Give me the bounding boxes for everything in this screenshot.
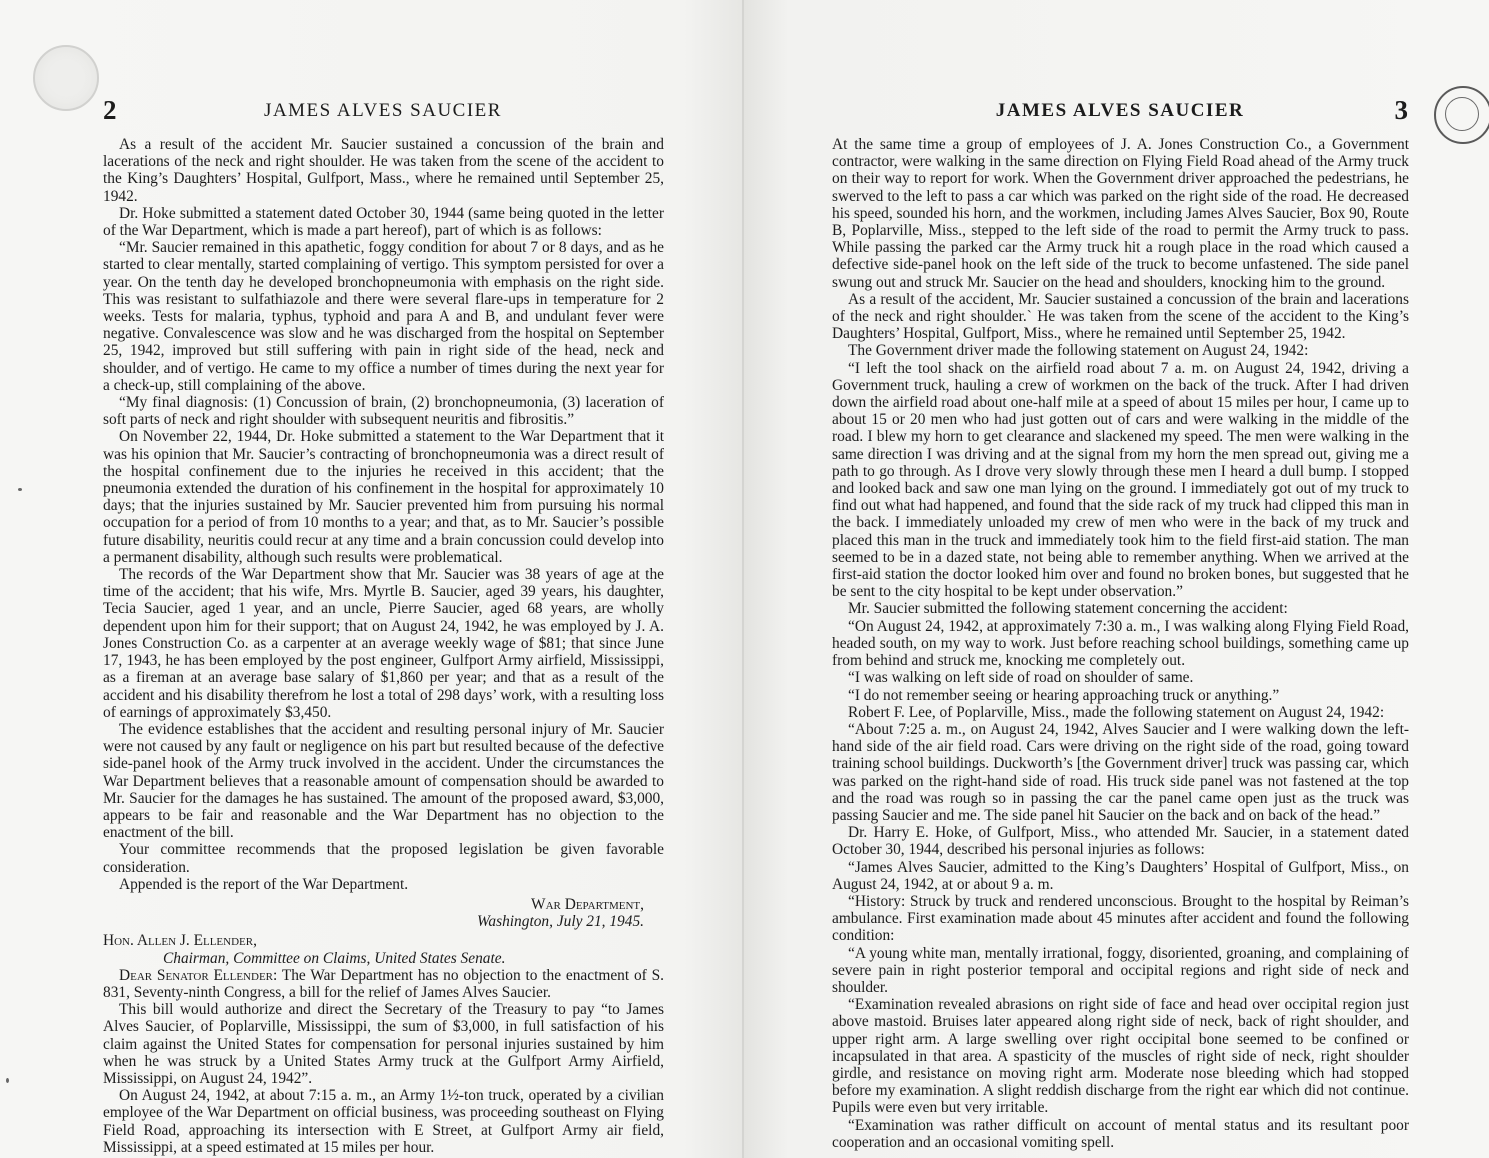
left-page-header	[103, 95, 663, 128]
quoted-paragraph: “I was walking on left side of road on shoulder of same.	[848, 669, 1194, 687]
paragraph: As a result of the accident Mr. Saucier sustained a concussion of the brain and lacerations of the neck and right shoulder. He was taken from the scene of the accident to the King’s Daughters’ Hospital, Gulfport, Mass., where he remained until September 25, 1942.	[103, 136, 664, 205]
quoted-paragraph: “James Alves Saucier, admitted to the King’s Daughters’ Hospital of Gulfport, Miss., on August 24, 1942, at or about 9 a. m.	[832, 858, 1409, 893]
page-number: 3	[1394, 95, 1408, 125]
quoted-paragraph: “My final diagnosis: (1) Concussion of brain, (2) bronchopneumonia, (3) laceration of soft parts of neck and right shoulder with subsequent neuritis and fibrositis.”	[103, 394, 664, 429]
paragraph: The evidence establishes that the accident and resulting personal injury of Mr. Saucier were not caused by any fault or negligence on his part but resulted because of the defective side-panel hook of the Army truck involved in the accident. Under the circumstances the War Department believes that a reasonable amount of compensation should be awarded to Mr. Saucier for the damages he has sustained. The amount of the proposed award, $3,000, appears to be fair and reasonable and the War Department has no objection to the enactment of the bill.	[103, 720, 664, 842]
paragraph: Appended is the report of the War Department.	[119, 875, 409, 893]
scan-speck	[6, 1078, 9, 1083]
paragraph: As a result of the accident, Mr. Saucier sustained a concussion of the brain and lacerations of the neck and right shoulder.` He was taken from the scene of the accident to the King’s Daughters’ Hospital, Gulfport, Miss., where he remained until September 25, 1942.	[832, 290, 1409, 343]
quoted-paragraph: “A young white man, mentally irrational, foggy, disoriented, groaning, and complaining of severe pain in right posterior temporal and occipital regions and right side of neck and shoulder.	[832, 944, 1409, 996]
right-page-header	[832, 95, 1408, 128]
left-page	[0, 0, 744, 1158]
paragraph: Your committee recommends that the proposed legislation be given favorable consideration.	[103, 841, 664, 876]
right-page-body	[832, 136, 1409, 1151]
faded-stamp-icon	[33, 45, 99, 111]
addressee-title: Chairman, Committee on Claims, United States Senate.	[163, 949, 506, 967]
paragraph: At the same time a group of employees of J. A. Jones Construction Co., a Government contractor, were walking in the same direction on Flying Field Road ahead of the Army truck on their way to report for work. When the Government driver approached the pedestrians, he swerved to the left to pass a car which was parked on the right side of the road. He decreased his speed, sounded his horn, and the workmen, including James Alves Saucier, Box 90, Route B, Poplarville, Miss., stepped to the left side of the road to permit the Army truck to pass. While passing the parked car the Army truck hit a rough place in the road which caused a defective side-panel hook on the left side of the truck to become unfastened. The side panel swung out and struck Mr. Saucier on the head and shoulders, knocking him to the ground.	[832, 136, 1409, 291]
paragraph: Mr. Saucier submitted the following statement concerning the accident:	[848, 600, 1288, 618]
quoted-paragraph: “Mr. Saucier remained in this apathetic, foggy condition for about 7 or 8 days, and as he started to clear mentally, started complaining of vertigo. This symptom persisted for over a year. On the tenth day he developed bronchopneumonia with emphasis on the right side. This was resistant to sulfathiazole and there were several flare-ups in temperature for 2 weeks. Tests for malaria, typhus, typhoid and para A and B, and undulant fever were negative. Convalescence was slow and he was discharged from the hospital on September 25, 1942, improved but still suffering with pain in right side of the head, neck and shoulder, and of vertigo. He came to my office a number of times during the next year for a check-up, still complaining of the above.	[103, 239, 664, 394]
quoted-paragraph: “On August 24, 1942, at approximately 7:30 a. m., I was walking along Flying Field Road, headed south, on my way to work. Just before reaching school buildings, something came up from behind and struck me, knocking me completely out.	[832, 617, 1409, 670]
salutation: Dear Senator Ellender:	[119, 966, 278, 984]
paragraph: Dr. Hoke submitted a statement dated October 30, 1944 (same being quoted in the letter of the War Department, which is made a part hereof), part of which is as follows:	[103, 204, 664, 240]
quoted-paragraph: “Examination was rather difficult on account of mental status and its resultant poor cooperation and an occasional vomiting spell.	[832, 1116, 1409, 1151]
paragraph: Dr. Harry E. Hoke, of Gulfport, Miss., who attended Mr. Saucier, in a statement dated October 30, 1944, described his personal injuries as follows:	[832, 824, 1409, 859]
paragraph: On November 22, 1944, Dr. Hoke submitted a statement to the War Department that it was his opinion that Mr. Saucier’s contracting of bronchopneumonia was a direct result of the hospital confinement due to the injuries he received in this accident; that the pneumonia extended the duration of his confinement in the hospital for approximately 10 days; that the injuries sustained by Mr. Saucier prevented him from pursuing his normal occupation for a period of from 10 months to a year; and that, as to Mr. Saucier’s possible future disability, neuritis could recur at any time and a brain concussion could develop into a permanent disability, although such results were problematical.	[103, 428, 664, 566]
letterhead-date: Washington, July 21, 1945.	[476, 913, 644, 931]
quoted-paragraph: “I left the tool shack on the airfield road about 7 a. m. on August 24, 1942, driving a Government truck, hauling a crew of workmen on the back of the truck. After I had driven down the airfield road about one-half mile at a speed of about 15 miles per hour, I came up to about 15 or 20 men who had just gotten out of cars and were walking in the middle of the road. I blew my horn to get clearance and slackened my speed. The men were walking in the same direction I was driving and at the signal from my horn the men spread out, giving me a path to go through. As I drove very slowly through these men I heard a dull bump. I stopped and looked back and saw one man lying on the ground. I immediately got out of my truck to find out what had happened, and found that the side rack of my truck had clipped this man in the back. I immediately unloaded my crew of men who were in the back of my truck and placed this man in the truck and immediately took him to the field first-aid station. The man seemed to be in a dazed state, not being able to remember anything. When we arrived at the first-aid station the doctor looked him over and found no broken bones, but suggested that he be sent to the city hospital to be kept under observation.”	[832, 359, 1409, 601]
page-number: 2	[103, 95, 117, 125]
salutation-paragraph	[103, 967, 664, 1001]
salutation-text: The War Department has no objection to the enactment of S. 831, Seventy-ninth Congress, a bill for the relief of James Alves Saucier.	[103, 966, 665, 1001]
scan-speck	[18, 488, 22, 491]
letter-dateline	[103, 896, 664, 930]
library-stamp-icon	[1434, 86, 1489, 144]
letter-paragraph: On August 24, 1942, at about 7:15 a. m., an Army 1½-ton truck, operated by a civilian employee of the War Department on official business, was proceeding southeast on Flying Field Road, approaching its intersection with E Street, at Gulfport Army air field, Mississippi, at a speed estimated at 15 miles per hour.	[103, 1087, 664, 1156]
left-page-body	[103, 136, 664, 1156]
letter-paragraph: This bill would authorize and direct the Secretary of the Treasury to pay “to James Alves Saucier, of Poplarville, Mississippi, the sum of $3,000, in full satisfaction of his claim against the United States for compensation for personal injuries sustained by him when he was struck by a United States Army truck at the Gulfport Army Airfield, Mississippi, on August 24, 1942”.	[103, 1001, 664, 1087]
running-head: JAMES ALVES SAUCIER	[995, 100, 1245, 121]
paragraph: The Government driver made the following statement on August 24, 1942:	[848, 342, 1309, 360]
paragraph: The records of the War Department show that Mr. Saucier was 38 years of age at the time of the accident; that his wife, Mrs. Myrtle B. Saucier, aged 39 years, his daughter, Tecia Saucier, aged 1 year, and an uncle, Pierre Saucier, aged 68 years, are wholly dependent upon him for their support; that on August 24, 1942, he was employed by J. A. Jones Construction Co. as a carpenter at an average weekly wage of $81; that since June 17, 1943, he has been employed by the post engineer, Gulfport Army airfield, Mississippi, as a fireman at an average base salary of $1,860 per year; and that as a result of the accident and his disability therefrom he lost a total of 298 days’ work, with a resulting loss of earnings of approximately $3,450.	[103, 566, 664, 721]
addressee-name: Hon. Allen J. Ellender,	[103, 932, 257, 950]
running-head: JAMES ALVES SAUCIER	[264, 100, 502, 121]
right-page	[744, 0, 1489, 1158]
quoted-paragraph: “History: Struck by truck and rendered unconscious. Brought to the hospital by Reiman’s ambulance. First examination made about 45 minutes after accident and found the following condition:	[832, 892, 1409, 945]
quoted-paragraph: “About 7:25 a. m., on August 24, 1942, Alves Saucier and I were walking down the left-hand side of the air field road. Cars were driving on the right side of the road, going toward training school buildings. Duckworth’s [the Government driver] truck was passing car, which was parked on the right-hand side of road. His truck side panel was not fastened at the top and the road was rough so in passing the car the panel came open just as the truck was passing Saucier and me. The side panel hit Saucier on the back and on back of the head.”	[832, 720, 1409, 824]
quoted-paragraph: “I do not remember seeing or hearing approaching truck or anything.”	[848, 686, 1280, 704]
quoted-paragraph: “Examination revealed abrasions on right side of face and head over occipital region just above mastoid. Bruises later appeared along right side of neck, back of right shoulder, and upper right arm. A large swelling over right occipital bone seemed to be confined or incapsulated in that area. A spasticity of the muscles of right side of neck, right shoulder girdle, and resistance on moving right arm. Moderate nose bleeding which had stopped before my examination. A slight reddish discharge from the right ear which did not continue. Pupils were even but very irritable.	[832, 996, 1409, 1117]
letterhead-department: War Department,	[531, 895, 644, 913]
paragraph: Robert F. Lee, of Poplarville, Miss., made the following statement on August 24, 1942:	[848, 703, 1385, 721]
